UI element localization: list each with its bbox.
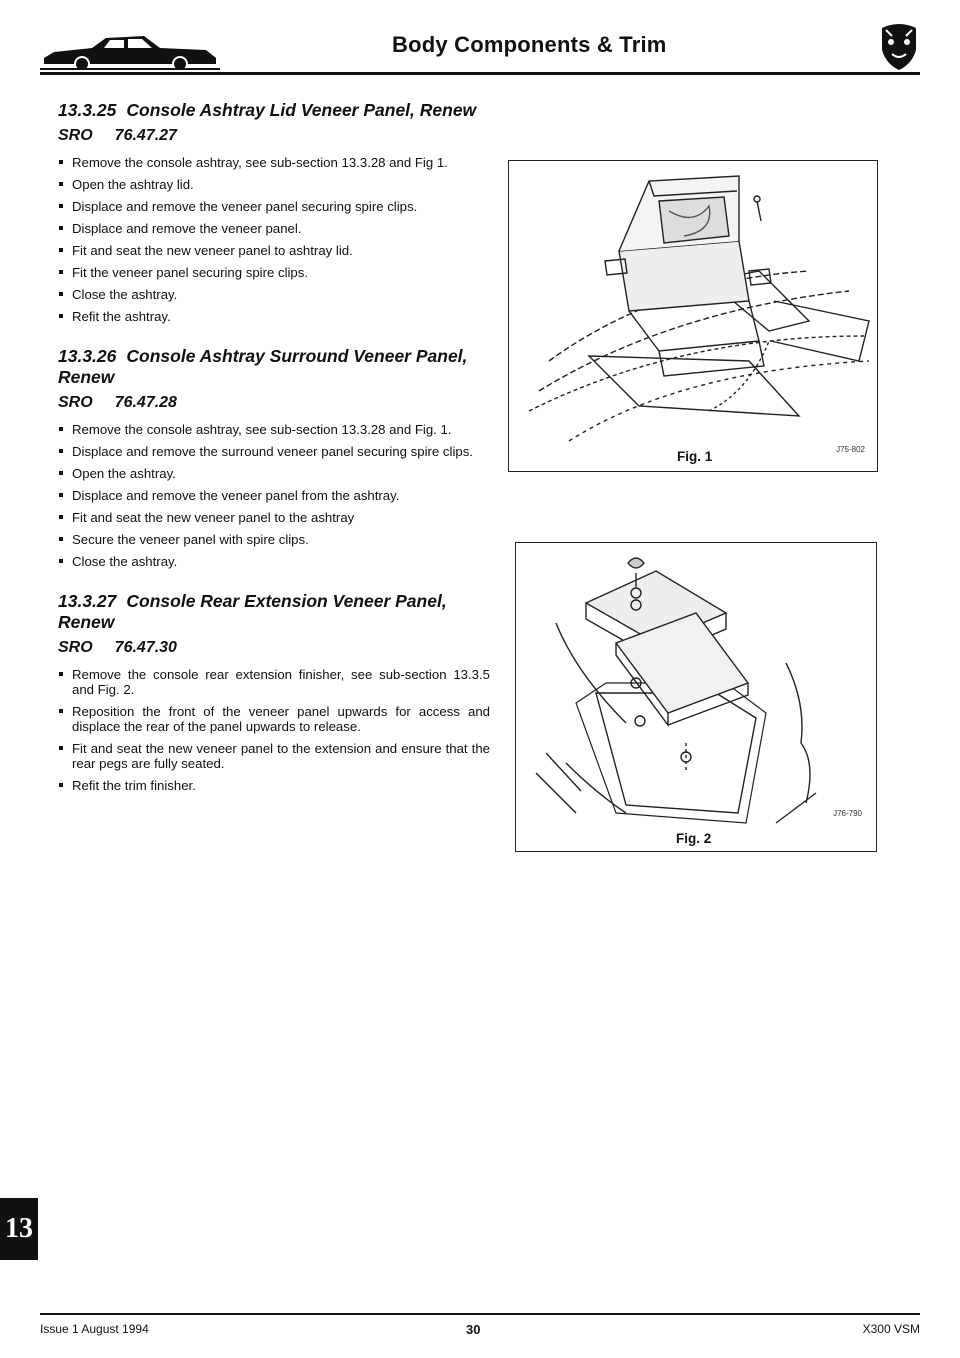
figure-reference: J75-802 <box>836 445 865 454</box>
footer-manual: X300 VSM <box>862 1322 920 1336</box>
figure-reference: J76-790 <box>833 809 862 818</box>
step-list <box>58 667 490 793</box>
step-item: Displace and remove the surround veneer panel securing spire clips. <box>58 444 490 459</box>
step-list <box>58 155 490 324</box>
step-item: Close the ashtray. <box>58 554 490 569</box>
sro-code: 76.47.27 <box>114 127 177 144</box>
section-ashtray-lid <box>58 100 490 324</box>
step-item: Fit and seat the new veneer panel to the extension and ensure that the rear pegs are fully seated. <box>58 741 490 771</box>
car-side-icon <box>40 28 220 72</box>
sro-line <box>58 394 490 412</box>
step-item: Fit and seat the new veneer panel to ashtray lid. <box>58 243 490 258</box>
jaguar-head-icon <box>878 22 920 72</box>
sro-line <box>58 639 490 657</box>
ashtray-illustration <box>509 161 877 471</box>
step-item: Refit the ashtray. <box>58 309 490 324</box>
sro-line <box>58 127 490 145</box>
section-heading: Console Rear Extension Veneer Panel, Renew <box>58 591 447 632</box>
footer-issue: Issue 1 August 1994 <box>40 1322 149 1336</box>
step-item: Displace and remove the veneer panel. <box>58 221 490 236</box>
footer-rule <box>40 1313 920 1315</box>
figure-1 <box>508 160 878 472</box>
step-item: Close the ashtray. <box>58 287 490 302</box>
step-item: Reposition the front of the veneer panel upwards for access and displace the rear of the panel upwards to release. <box>58 704 490 734</box>
figure-caption: Fig. 1 <box>677 449 713 464</box>
step-item: Displace and remove the veneer panel securing spire clips. <box>58 199 490 214</box>
step-item: Open the ashtray lid. <box>58 177 490 192</box>
sro-code: 76.47.28 <box>114 394 177 411</box>
step-item: Remove the console ashtray, see sub-section 13.3.28 and Fig 1. <box>58 155 490 170</box>
figure-caption: Fig. 2 <box>676 831 712 846</box>
section-number: 13.3.26 <box>58 346 117 366</box>
sro-label: SRO <box>58 394 93 411</box>
step-item: Fit and seat the new veneer panel to the ashtray <box>58 510 490 525</box>
section-number: 13.3.27 <box>58 591 117 611</box>
chapter-tab: 13 <box>0 1198 38 1260</box>
section-title <box>58 591 490 633</box>
rear-extension-illustration <box>516 543 876 851</box>
step-item: Displace and remove the veneer panel from the ashtray. <box>58 488 490 503</box>
step-item: Refit the trim finisher. <box>58 778 490 793</box>
step-item: Secure the veneer panel with spire clips. <box>58 532 490 547</box>
step-list <box>58 422 490 569</box>
page-title: Body Components & Trim <box>392 32 667 57</box>
section-heading: Console Ashtray Surround Veneer Panel, Renew <box>58 346 468 387</box>
page-number: 30 <box>466 1322 481 1337</box>
section-number: 13.3.25 <box>58 100 117 120</box>
sro-code: 76.47.30 <box>114 639 177 656</box>
step-item: Open the ashtray. <box>58 466 490 481</box>
step-item: Remove the console rear extension finisher, see sub-section 13.3.5 and Fig. 2. <box>58 667 490 697</box>
header-rule <box>40 72 920 75</box>
sro-label: SRO <box>58 127 93 144</box>
section-title <box>58 100 490 121</box>
section-heading: Console Ashtray Lid Veneer Panel, Renew <box>126 100 477 120</box>
section-rear-extension <box>58 591 490 793</box>
section-ashtray-surround <box>58 346 490 569</box>
page-header <box>40 22 920 72</box>
step-item: Fit the veneer panel securing spire clips. <box>58 265 490 280</box>
sro-label: SRO <box>58 639 93 656</box>
step-item: Remove the console ashtray, see sub-section 13.3.28 and Fig. 1. <box>58 422 490 437</box>
section-title <box>58 346 490 388</box>
main-content <box>58 100 490 815</box>
figure-2 <box>515 542 877 852</box>
